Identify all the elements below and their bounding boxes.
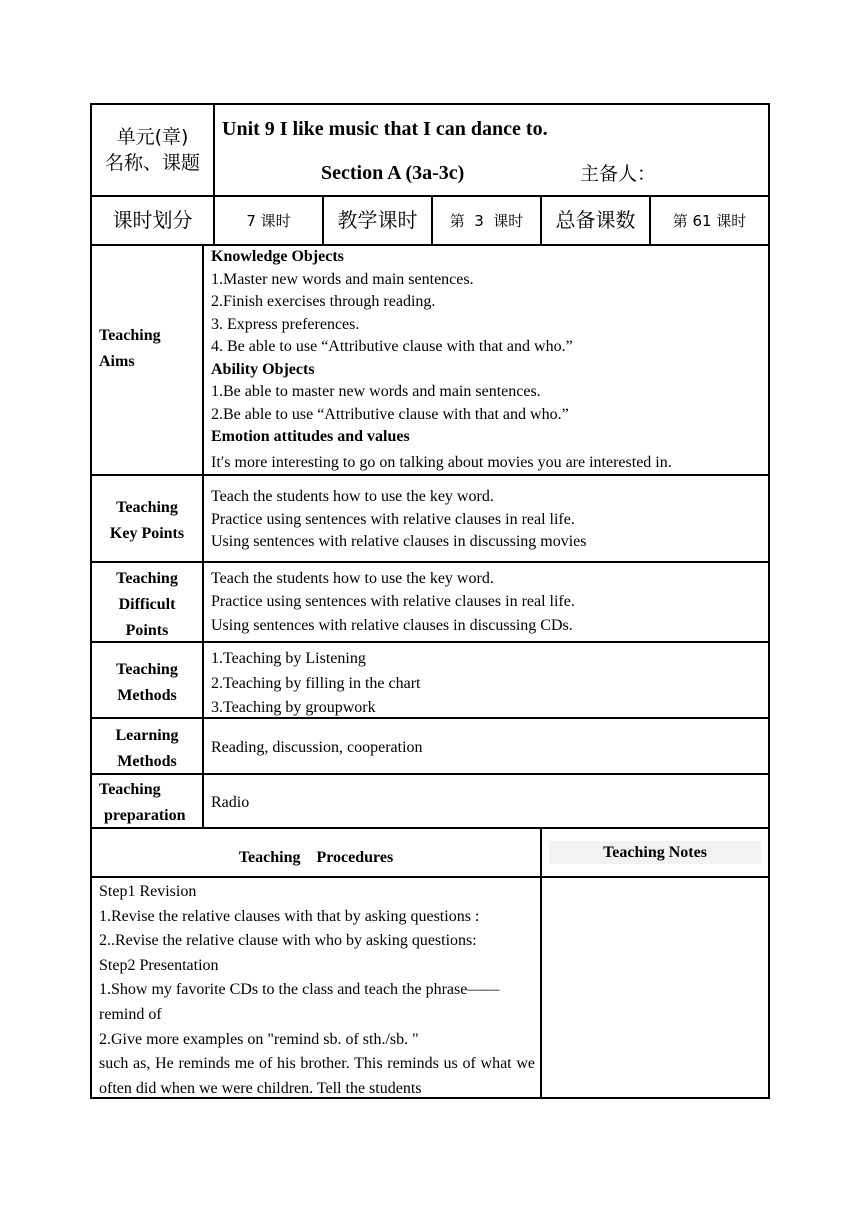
emotion-text: It′s more interesting to go on talking about movies you are interested in. [211,453,672,471]
procedure-line: 1.Show my favorite CDs to the class and teach the phrase—— [99,981,500,999]
key-points-label-line2: Key Points [109,525,185,542]
difficult-points-label [92,566,202,644]
difficult-point-line: Practice using sentences with relative clauses in real life. [211,592,575,610]
procedure-line: 2.Give more examples on "remind sb. of sth./sb. " [99,1030,419,1048]
preparation-text: Radio [211,794,250,811]
lesson-label: 教学课时 [337,208,418,232]
knowledge-heading: Knowledge Objects [211,248,344,265]
section-title: Section A (3a-3c) [321,162,465,184]
procedure-line: Step2 Presentation [99,956,219,974]
row-divider [90,827,770,829]
aims-label-line2: Aims [99,353,135,370]
preparation-label-line2: preparation [104,807,186,824]
col-divider [202,244,204,829]
learning-label [92,723,202,775]
lesson-value: 第 3 课时 [449,212,524,230]
unit-label-line1: 单元(章) [116,126,189,148]
procedure-paragraph: such as, He reminds me of his brother. This reminds us of what we often did when we were children. Tell the students [99,1055,535,1096]
procedure-line: remind of [99,1005,162,1023]
ability-item: 1.Be able to master new words and main sentences. [211,383,541,400]
unit-label-line2: 名称、课题 [104,152,200,174]
key-points-label-line1: Teaching [116,499,178,516]
difficult-label-line1: Teaching [116,570,178,587]
teaching-notes-heading: Teaching Notes [603,844,707,861]
aims-content [211,246,672,474]
row-divider [90,717,770,719]
difficult-point-line: Using sentences with relative clauses in discussing CDs. [211,617,573,634]
procedure-line: 2..Revise the relative clause with who by asking questions: [99,932,477,950]
row-divider [90,474,770,476]
table-border-top [90,103,770,105]
aims-label-line1: Teaching [99,327,161,344]
knowledge-item: 3. Express preferences. [211,315,360,333]
unit-title: Unit 9 I like music that I can dance to. [222,118,548,140]
method-line: 1.Teaching by Listening [211,650,366,667]
procedure-line: 1.Revise the relative clauses with that by asking questions : [99,907,480,925]
learning-label-line2: Methods [117,753,177,770]
methods-label [92,657,202,709]
knowledge-item: 4. Be able to use “Attributive clause with that and who.” [211,338,573,355]
row-divider [90,195,770,197]
procedure-line: Step1 Revision [99,883,197,900]
unit-label [92,124,213,176]
ability-item: 2.Be able to use “Attributive clause with that and who.” [211,405,569,423]
preparation-label [99,777,185,829]
difficult-point-line: Teach the students how to use the key word. [211,570,494,587]
method-line: 2.Teaching by filling in the chart [211,674,421,692]
preparation-label-line1: Teaching [99,781,161,798]
teaching-notes-area [542,878,768,1097]
key-points-content [211,486,586,554]
difficult-points-content [211,568,575,638]
procedures-heading: Teaching Procedures [238,849,394,866]
methods-content [211,647,420,721]
total-label: 总备课数 [555,208,636,232]
ability-heading: Ability Objects [211,360,315,378]
methods-label-line1: Teaching [116,661,178,678]
knowledge-item: 1.Master new words and main sentences. [211,270,474,288]
aims-label [99,323,161,375]
division-value: 7 课时 [246,212,291,230]
division-label: 课时划分 [112,208,193,232]
key-point-line: Teach the students how to use the key word. [211,488,494,505]
key-points-label [92,495,202,547]
knowledge-item: 2.Finish exercises through reading. [211,293,436,310]
table-border-bottom [90,1097,770,1099]
method-line: 3.Teaching by groupwork [211,699,376,716]
methods-label-line2: Methods [117,687,177,704]
table-border-right [768,103,770,1099]
difficult-label-line2: Difficult [118,596,176,613]
learning-label-line1: Learning [115,727,179,744]
preparer-label: 主备人： [580,163,657,185]
key-point-line: Practice using sentences with relative clauses in real life. [211,510,575,528]
emotion-heading: Emotion attitudes and values [211,428,410,445]
key-point-line: Using sentences with relative clauses in discussing movies [211,533,587,550]
difficult-label-line3: Points [125,622,169,639]
learning-text: Reading, discussion, cooperation [211,739,423,756]
procedures-content [99,880,499,1052]
row-divider [90,561,770,563]
total-value: 第 61 课时 [672,212,747,230]
